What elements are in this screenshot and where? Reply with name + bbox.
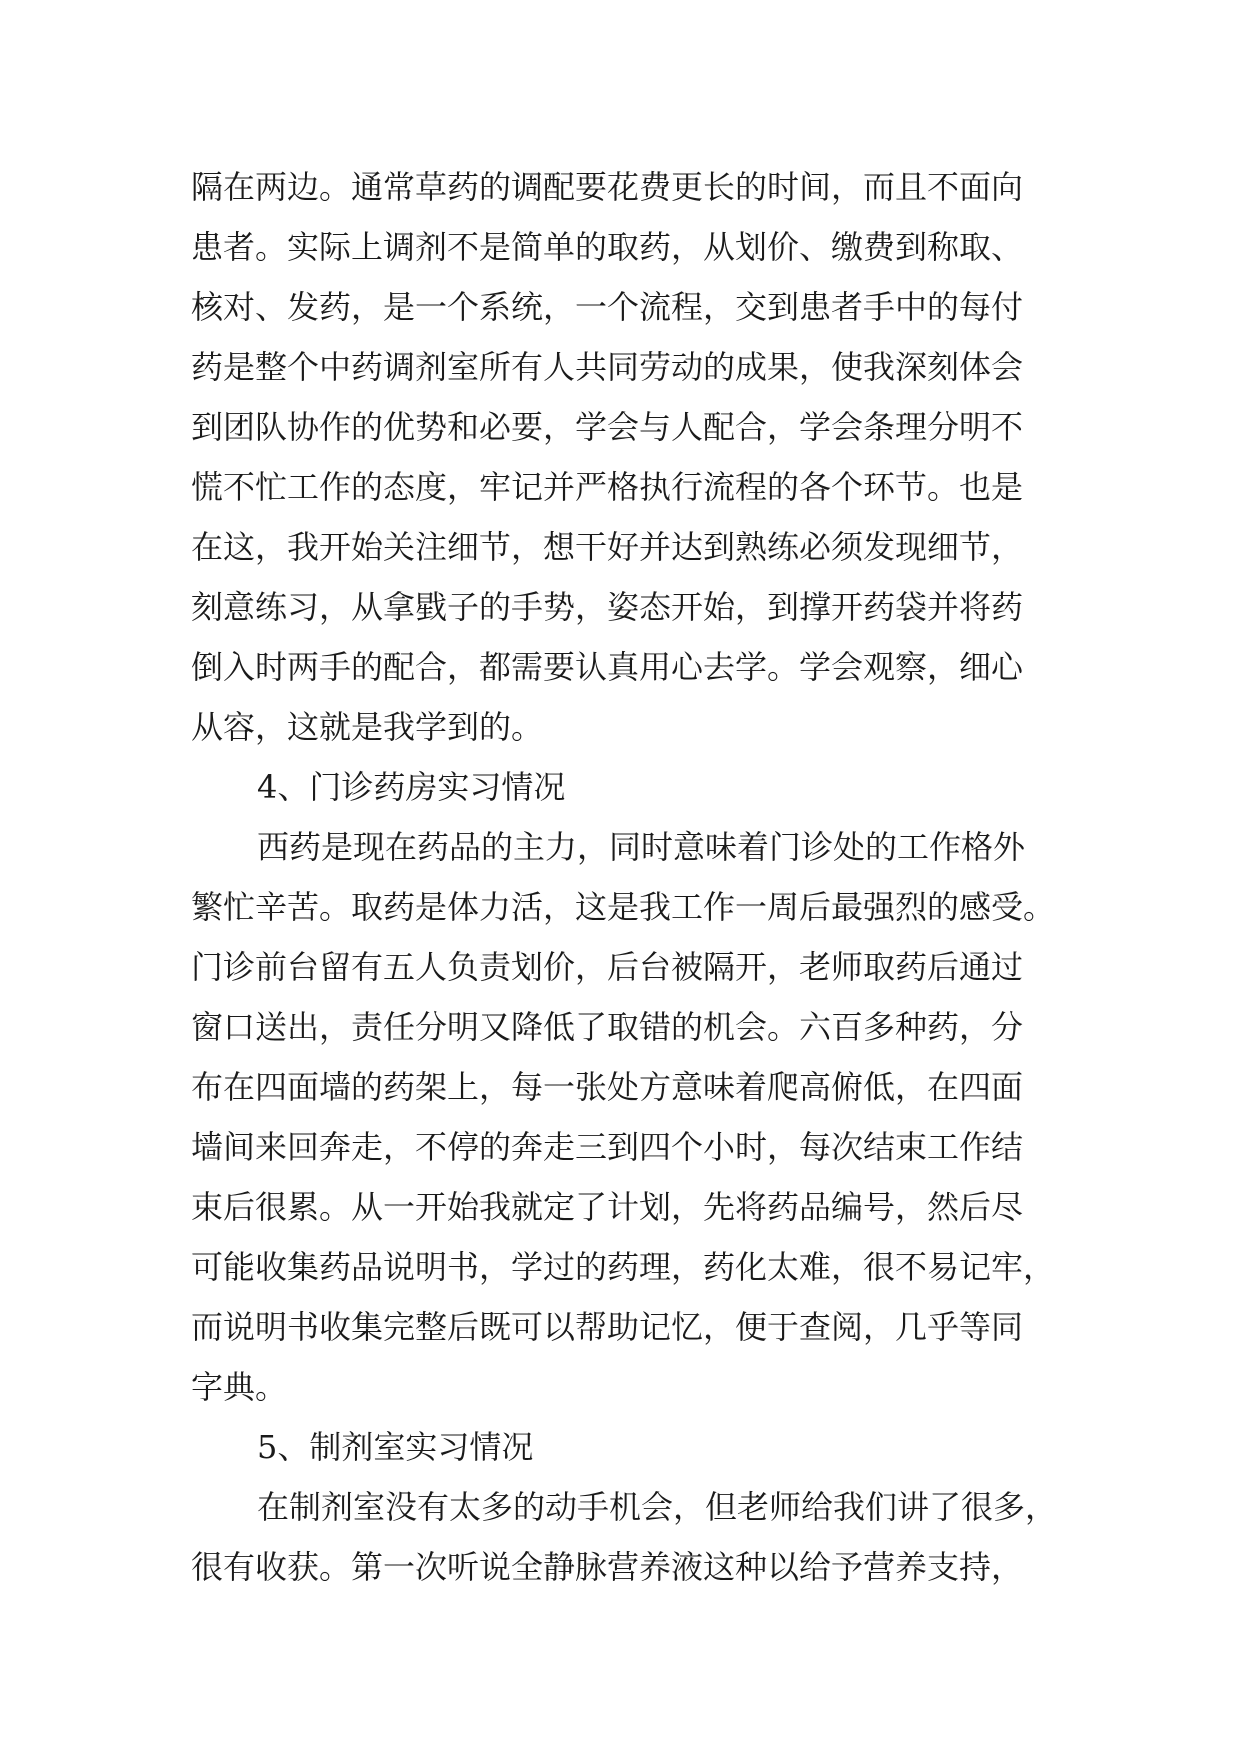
body-text-line: 药是整个中药调剂室所有人共同劳动的成果，使我深刻体会 — [191, 348, 1024, 386]
body-text-line: 慌不忙工作的态度，牢记并严格执行流程的各个环节。也是 — [191, 468, 1024, 506]
body-text-line: 可能收集药品说明书，学过的药理，药化太难，很不易记牢， — [191, 1248, 1056, 1286]
body-text-line: 而说明书收集完整后既可以帮助记忆，便于查阅，几乎等同 — [191, 1308, 1024, 1346]
body-text-line: 布在四面墙的药架上，每一张处方意味着爬高俯低，在四面 — [191, 1068, 1024, 1106]
body-text-line: 患者。实际上调剂不是简单的取药，从划价、缴费到称取、 — [191, 228, 1024, 266]
body-text-line: 字典。 — [191, 1368, 288, 1406]
body-text-line: 在制剂室没有太多的动手机会，但老师给我们讲了很多， — [257, 1488, 1058, 1526]
body-text-line: 倒入时两手的配合，都需要认真用心去学。学会观察，细心 — [191, 648, 1024, 686]
body-text-line: 门诊前台留有五人负责划价，后台被隔开，老师取药后通过 — [191, 948, 1024, 986]
body-text-line: 核对、发药，是一个系统，一个流程，交到患者手中的每付 — [191, 288, 1024, 326]
body-text-line: 窗口送出，责任分明又降低了取错的机会。六百多种药，分 — [191, 1008, 1024, 1046]
body-text-line: 束后很累。从一开始我就定了计划，先将药品编号，然后尽 — [191, 1188, 1024, 1226]
body-text-line: 隔在两边。通常草药的调配要花费更长的时间，而且不面向 — [191, 168, 1024, 206]
body-text-line: 从容，这就是我学到的。 — [191, 708, 544, 746]
section-heading: 5、制剂室实习情况 — [257, 1428, 534, 1466]
body-text-line: 到团队协作的优势和必要，学会与人配合，学会条理分明不 — [191, 408, 1024, 446]
body-text-line: 在这，我开始关注细节，想干好并达到熟练必须发现细节， — [191, 528, 1024, 566]
section-heading: 4、门诊药房实习情况 — [257, 768, 566, 806]
body-text-line: 繁忙辛苦。取药是体力活，这是我工作一周后最强烈的感受。 — [191, 888, 1056, 926]
body-text-line: 刻意练习，从拿戥子的手势，姿态开始，到撑开药袋并将药 — [191, 588, 1024, 626]
body-text-line: 墙间来回奔走，不停的奔走三到四个小时，每次结束工作结 — [191, 1128, 1024, 1166]
body-text-line: 西药是现在药品的主力，同时意味着门诊处的工作格外 — [257, 828, 1026, 866]
body-text-line: 很有收获。第一次听说全静脉营养液这种以给予营养支持， — [191, 1548, 1024, 1586]
